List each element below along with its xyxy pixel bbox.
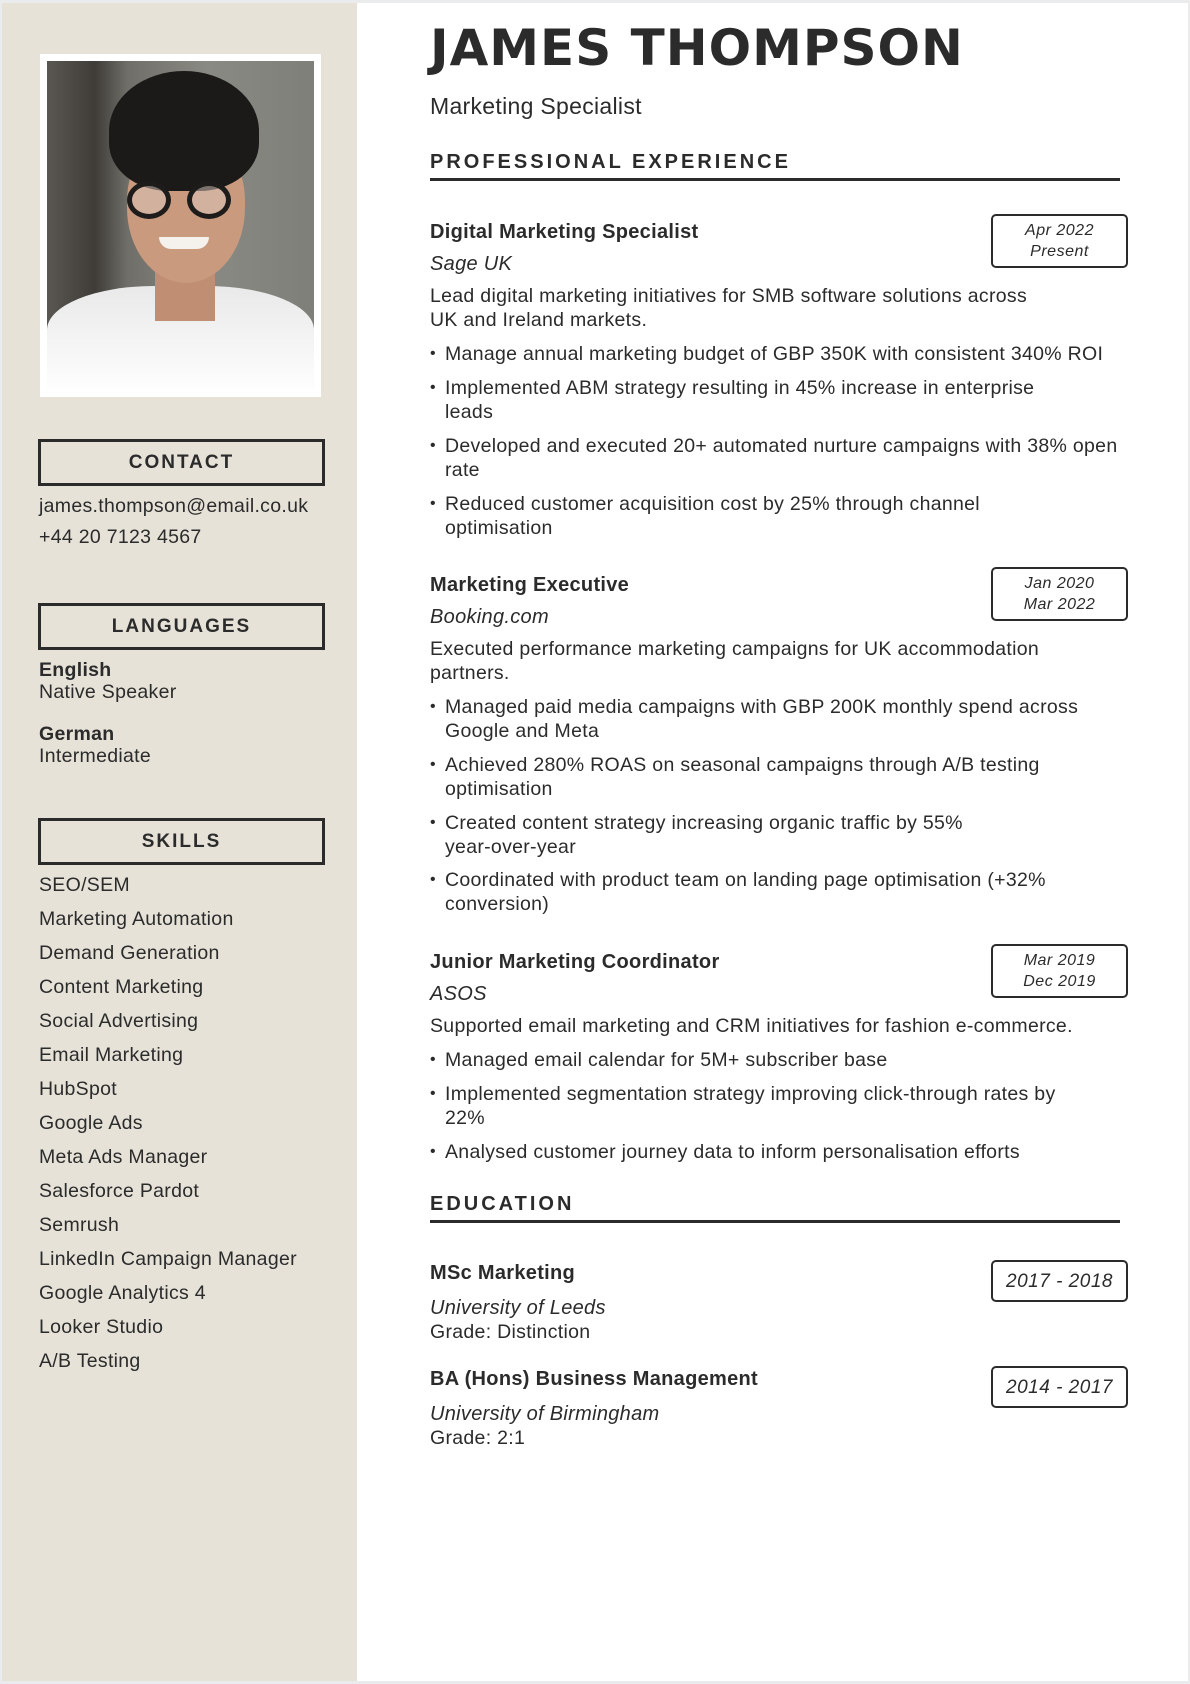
experience-divider (430, 178, 1120, 181)
bullet-icon: • (430, 1143, 436, 1160)
education-heading: EDUCATION (430, 1193, 575, 1215)
job-company: Booking.com (430, 606, 549, 628)
experience-heading: PROFESSIONAL EXPERIENCE (430, 151, 791, 173)
profile-photo (47, 61, 314, 390)
language-name: English (39, 659, 112, 681)
skill-item: Content Marketing (39, 976, 204, 998)
job-description-line: Executed performance marketing campaigns for UK accommodation (430, 638, 1039, 660)
date-end: Dec 2019 (1023, 973, 1096, 990)
date-start: Jan 2020 (1024, 575, 1095, 592)
job-date-badge (991, 214, 1128, 268)
skill-item: A/B Testing (39, 1350, 141, 1372)
profile-photo-frame (40, 54, 321, 397)
language-level: Native Speaker (39, 681, 177, 703)
bullet-icon: • (430, 437, 436, 454)
bullet-icon: • (430, 495, 436, 512)
skill-item: Looker Studio (39, 1316, 164, 1338)
bullet-icon: • (430, 756, 436, 773)
skills-heading: SKILLS (38, 818, 325, 865)
skill-item: Meta Ads Manager (39, 1146, 208, 1168)
contact-email[interactable]: james.thompson@email.co.uk (39, 495, 309, 517)
bullet-icon: • (430, 871, 436, 888)
date-end: Mar 2022 (1023, 596, 1096, 613)
skill-item: HubSpot (39, 1078, 117, 1100)
contact-heading: CONTACT (38, 439, 325, 486)
skill-item: SEO/SEM (39, 874, 130, 896)
education-divider (430, 1220, 1120, 1223)
photo-smile (159, 237, 209, 249)
job-description-line: Lead digital marketing initiatives for SMB software solutions across (430, 285, 1027, 307)
contact-phone[interactable]: +44 20 7123 4567 (39, 526, 202, 548)
skill-item: Salesforce Pardot (39, 1180, 200, 1202)
language-level: Intermediate (39, 745, 151, 767)
job-description-line: UK and Ireland markets. (430, 309, 648, 331)
school-name: University of Birmingham (430, 1403, 660, 1425)
job-date-badge (991, 944, 1128, 998)
skill-item: Marketing Automation (39, 908, 234, 930)
resume-page: CONTACT james.thompson@email.co.uk +44 20 7123 4567 LANGUAGES English Native Speaker German Intermediate SKILLS SEO/SEM Marketing Automation Demand Generation Content Marketing Social Advertising Email Marketing HubSpot Google Ads Meta Ads Manager Salesforce Pardot Semrush LinkedIn Campaign Manager Google Analytics 4 Looker Studio A/B Testing JAMES THOMPSON Marketing Specialist PROFESSIONAL EXPERIENCE Digital Marketing Specialist Sage UK Apr 2022 Present Lead digital marketing initiatives for SMB software solutions across UK and Ireland markets. • Manage annual marketing budget of GBP 350K with consistent 340% ROI • Implemented ABM strategy resulting in 45% increase in enterprise leads • Developed and executed 20+ automated nurture campaigns with 38% open rate • Reduced customer acquisition cost by 25% through channel optimisation Marketing Executive Booking.com Jan 2020 Mar 2022 Executed performance marketing campaigns for UK accommodation partners. • Managed paid media campaigns with GBP 200K monthly spend across Google and Meta • Achieved 280% ROAS on seasonal campaigns through A/B testing optimisation • Created content strategy increasing organic traffic by 55% year-over-year • Coordinated with product team on landing page optimisation (+32% conversion) Junior Marketing Coordinator ASOS Mar 2019 Dec 2019 Supported email marketing and CRM initiatives for fashion e-commerce. • Managed email calendar for 5M+ subscriber base • Implemented segmentation strategy improving click-through rates by 22% • Analysed customer journey data to inform personalisation efforts EDUCATION MSc Marketing University of Leeds Grade: Distinction 2017 - 2018 BA (Hons) Business Management University of Birmingham Grade: 2:1 2014 - 2017 (2, 3, 1188, 1681)
skill-item: Google Ads (39, 1112, 143, 1134)
language-name: German (39, 723, 115, 745)
degree-title: MSc Marketing (430, 1262, 576, 1284)
date-end: Present (1030, 243, 1089, 260)
job-description-line: Supported email marketing and CRM initiatives for fashion e-commerce. (430, 1015, 1073, 1037)
degree-grade: Grade: 2:1 (430, 1427, 526, 1449)
languages-heading: LANGUAGES (38, 603, 325, 650)
bullet-icon: • (430, 1051, 436, 1068)
education-dates: 2014 - 2017 (1006, 1376, 1113, 1398)
skill-item: LinkedIn Campaign Manager (39, 1248, 297, 1270)
sidebar (2, 3, 357, 1681)
bullet-icon: • (430, 814, 436, 831)
skill-item: Email Marketing (39, 1044, 184, 1066)
skill-item: Google Analytics 4 (39, 1282, 206, 1304)
photo-hair (109, 71, 259, 191)
date-start: Apr 2022 (1025, 222, 1094, 239)
job-company: Sage UK (430, 253, 513, 275)
photo-glasses-left (127, 181, 171, 219)
job-title: Marketing Executive (430, 574, 630, 596)
education-dates: 2017 - 2018 (1006, 1270, 1113, 1292)
bullet-icon: • (430, 1085, 436, 1102)
skill-item: Semrush (39, 1214, 120, 1236)
photo-glasses-right (187, 181, 231, 219)
job-description-line: partners. (430, 662, 510, 684)
education-date-badge (991, 1260, 1128, 1302)
bullet-icon: • (430, 345, 436, 362)
bullet-icon: • (430, 379, 436, 396)
skill-item: Demand Generation (39, 942, 220, 964)
job-title: Digital Marketing Specialist (430, 221, 699, 243)
date-start: Mar 2019 (1023, 952, 1096, 969)
degree-grade: Grade: Distinction (430, 1321, 591, 1343)
candidate-name: JAMES THOMPSON (430, 19, 964, 77)
job-company: ASOS (430, 983, 487, 1005)
skill-item: Social Advertising (39, 1010, 199, 1032)
degree-title: BA (Hons) Business Management (430, 1368, 759, 1390)
job-title: Junior Marketing Coordinator (430, 951, 720, 973)
bullet-icon: • (430, 698, 436, 715)
education-date-badge (991, 1366, 1128, 1408)
candidate-role: Marketing Specialist (430, 93, 642, 119)
school-name: University of Leeds (430, 1297, 606, 1319)
job-date-badge (991, 567, 1128, 621)
